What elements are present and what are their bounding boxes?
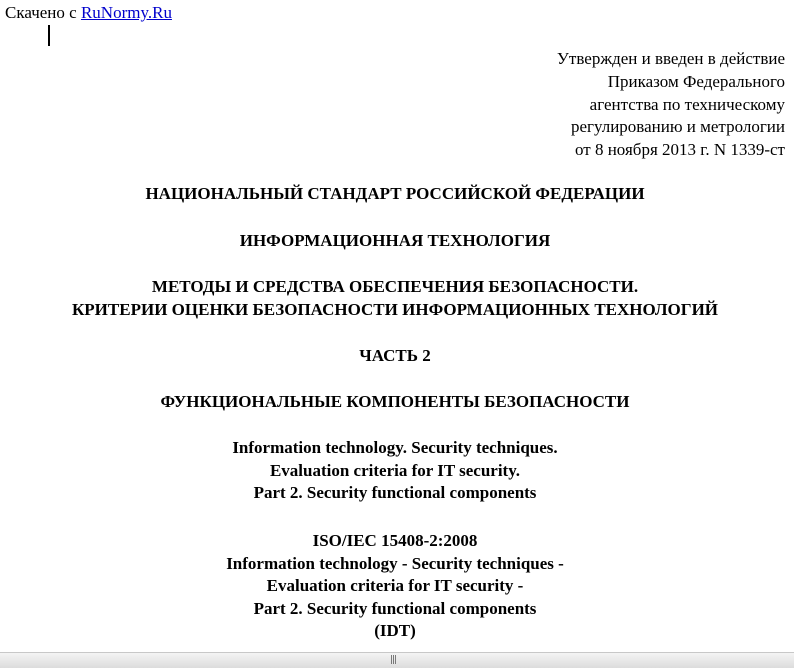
approval-block [557, 48, 785, 162]
approval-line: регулированию и метрологии [570, 117, 785, 137]
approval-line: Приказом Федерального [607, 71, 785, 91]
source-link[interactable]: RuNormy.Ru [80, 3, 172, 22]
source-prefix: Скачено с [5, 3, 81, 22]
horizontal-scrollbar[interactable] [0, 652, 794, 668]
national-standard-heading: НАЦИОНАЛЬНЫЙ СТАНДАРТ РОССИЙСКОЙ ФЕДЕРАЦИИ [145, 184, 645, 203]
approval-line: агентства по техническому [589, 94, 785, 114]
part-heading: ЧАСТЬ 2 [359, 346, 431, 365]
source-line [5, 3, 172, 23]
components-heading: ФУНКЦИОНАЛЬНЫЕ КОМПОНЕНТЫ БЕЗОПАСНОСТИ [160, 392, 630, 411]
methods-heading-line: МЕТОДЫ И СРЕДСТВА ОБЕСПЕЧЕНИЯ БЕЗОПАСНОСТИ. [151, 277, 639, 296]
methods-heading [0, 276, 790, 321]
english-title-line: Part 2. Security functional components [253, 483, 537, 502]
text-cursor [48, 25, 50, 46]
iso-title-line: Part 2. Security functional components [253, 598, 537, 618]
iso-idt: (IDT) [374, 621, 416, 640]
approval-line: Утвержден и введен в действие [556, 49, 785, 68]
english-title-line: Information technology. Security techniques. [232, 438, 558, 457]
it-heading: ИНФОРМАЦИОННАЯ ТЕХНОЛОГИЯ [239, 231, 551, 250]
iso-block [0, 530, 790, 643]
iso-title-line: Information technology - Security techniques - [226, 553, 564, 573]
approval-line: от 8 ноября 2013 г. N 1339-ст [575, 140, 785, 160]
english-title-line: Evaluation criteria for IT security. [269, 460, 521, 480]
english-title [0, 437, 790, 505]
iso-code: ISO/IEC 15408-2:2008 [312, 531, 478, 550]
scrollbar-grip-icon[interactable]: ||| [390, 655, 397, 665]
iso-title-line: Evaluation criteria for IT security - [266, 576, 524, 595]
methods-heading-line: КРИТЕРИИ ОЦЕНКИ БЕЗОПАСНОСТИ ИНФОРМАЦИОННЫХ ТЕХНОЛОГИЙ [71, 299, 719, 319]
